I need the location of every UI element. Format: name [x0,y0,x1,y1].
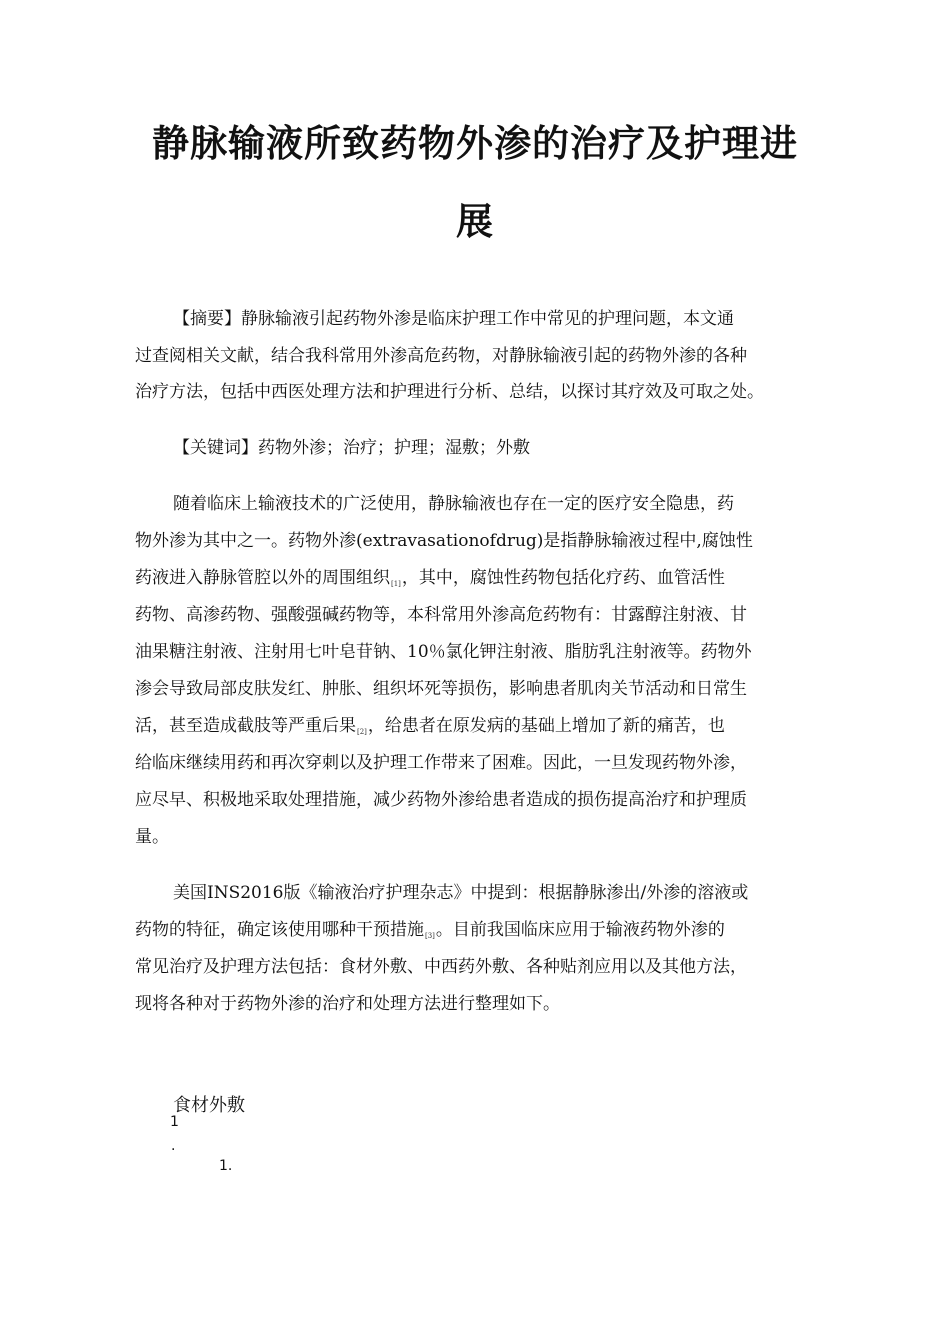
paragraph-2-line: 常见治疗及护理方法包括：食材外敷、中西药外敷、各种贴剂应用以及其他方法， [135,957,747,977]
paragraph-1-line: 药物、高渗药物、强酸强碱药物等，本科常用外渗高危药物有：甘露醇注射液、甘 [135,605,747,625]
paragraph-1-line [135,715,725,740]
paragraph-2-text: 药物的特征，确定该使用哪种干预措施 [135,920,424,940]
subsection-number: 1. [219,1158,233,1174]
citation-ref[interactable]: [2] [357,728,367,736]
section-number-dot: . [171,1138,176,1154]
citation-ref[interactable]: [3] [425,932,435,940]
paragraph-1-line: 给临床继续用药和再次穿刺以及护理工作带来了困难。因此，一旦发现药物外渗， [135,753,747,773]
paragraph-1-text: ，其中，腐蚀性药物包括化疗药、血管活性 [401,568,725,588]
paragraph-2-text: 。目前我国临床应用于输液药物外渗的 [435,920,725,940]
paragraph-1-line: 油果糖注射液、注射用七叶皂苷钠、10％氯化钾注射液、脂肪乳注射液等。药物外 [135,642,752,662]
paragraph-2-line [135,919,725,944]
abstract-line: 治疗方法，包括中西医处理方法和护理进行分析、总结，以探讨其疗效及可取之处。 [135,382,764,402]
title-line-1: 静脉输液所致药物外渗的治疗及护理进 [152,122,798,165]
title-line-2: 展 [456,200,494,243]
keywords-line: 【关键词】药物外渗；治疗；护理；湿敷；外敷 [173,438,530,458]
paragraph-1-line [135,567,725,592]
paragraph-1-line: 量。 [135,827,169,847]
paragraph-1-line: 渗会导致局部皮肤发红、肿胀、组织坏死等损伤，影响患者肌肉关节活动和日常生 [135,679,747,699]
paragraph-1-line: 随着临床上输液技术的广泛使用，静脉输液也存在一定的医疗安全隐患，药 [173,494,734,514]
section-heading: 食材外敷 [173,1095,245,1116]
section-number: 1 [170,1114,179,1130]
abstract-line: 【摘要】静脉输液引起药物外渗是临床护理工作中常见的护理问题，本文通 [173,309,734,329]
abstract-line: 过查阅相关文献，结合我科常用外渗高危药物，对静脉输液引起的药物外渗的各种 [135,346,747,366]
paragraph-1-text: 药液进入静脉管腔以外的周围组织 [135,568,390,588]
paragraph-1-text: ，给患者在原发病的基础上增加了新的痛苦，也 [367,716,725,736]
paragraph-1-line: 物外渗为其中之一。药物外渗(extravasationofdrug)是指静脉输液过程中,腐蚀性 [135,531,753,551]
paragraph-1-text: 活，甚至造成截肢等严重后果 [135,716,356,736]
paragraph-2-line: 美国INS2016版《输液治疗护理杂志》中提到：根据静脉渗出/外渗的溶液或 [173,883,749,903]
paragraph-1-line: 应尽早、积极地采取处理措施，减少药物外渗给患者造成的损伤提高治疗和护理质 [135,790,747,810]
citation-ref[interactable]: [1] [391,580,401,588]
paragraph-2-line: 现将各种对于药物外渗的治疗和处理方法进行整理如下。 [135,994,560,1014]
